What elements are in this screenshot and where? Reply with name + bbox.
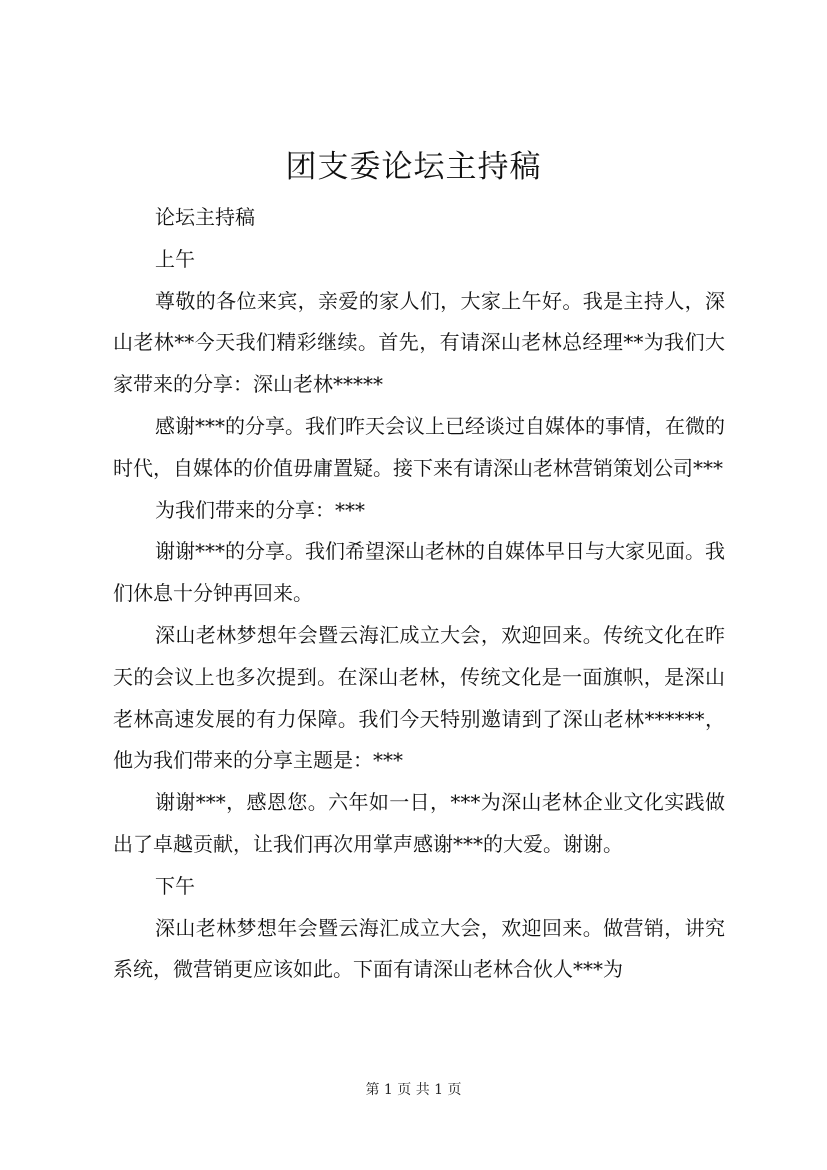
paragraph: 上午	[155, 246, 195, 271]
paragraph: 为我们带来的分享：***	[155, 497, 365, 522]
paragraph: 谢谢***的分享。我们希望深山老林的自媒体早日与大家见面。我们休息十分钟再回来。	[113, 539, 725, 606]
paragraph: 谢谢***，感恩您。六年如一日，***为深山老林企业文化实践做出了卓越贡献，让我们再次用掌声感谢***的大爱。谢谢。	[113, 790, 725, 856]
paragraph: 感谢***的分享。我们昨天会议上已经谈过自媒体的事情，在微的时代，自媒体的价值毋庸置疑。接下来有请深山老林营销策划公司***	[113, 413, 725, 480]
paragraph: 深山老林梦想年会暨云海汇成立大会，欢迎回来。传统文化在昨天的会议上也多次提到。在深山老林，传统文化是一面旗帜，是深山老林高速发展的有力保障。我们今天特别邀请到了深山老林******，他为我们带来的分享主题是：***	[113, 622, 725, 773]
paragraph: 深山老林梦想年会暨云海汇成立大会，欢迎回来。做营销，讲究系统，微营销更应该如此。下面有请深山老林合伙人***为	[113, 915, 725, 982]
document-title: 团支委论坛主持稿	[285, 149, 542, 185]
paragraph: 论坛主持稿	[155, 205, 255, 229]
document-body	[113, 197, 725, 991]
page-number-footer: 第 1 页 共 1 页	[365, 1082, 462, 1098]
paragraph: 尊敬的各位来宾，亲爱的家人们，大家上午好。我是主持人，深山老林**今天我们精彩继续。首先，有请深山老林总经理**为我们大家带来的分享：深山老林*****	[113, 288, 725, 397]
paragraph: 下午	[155, 873, 195, 898]
